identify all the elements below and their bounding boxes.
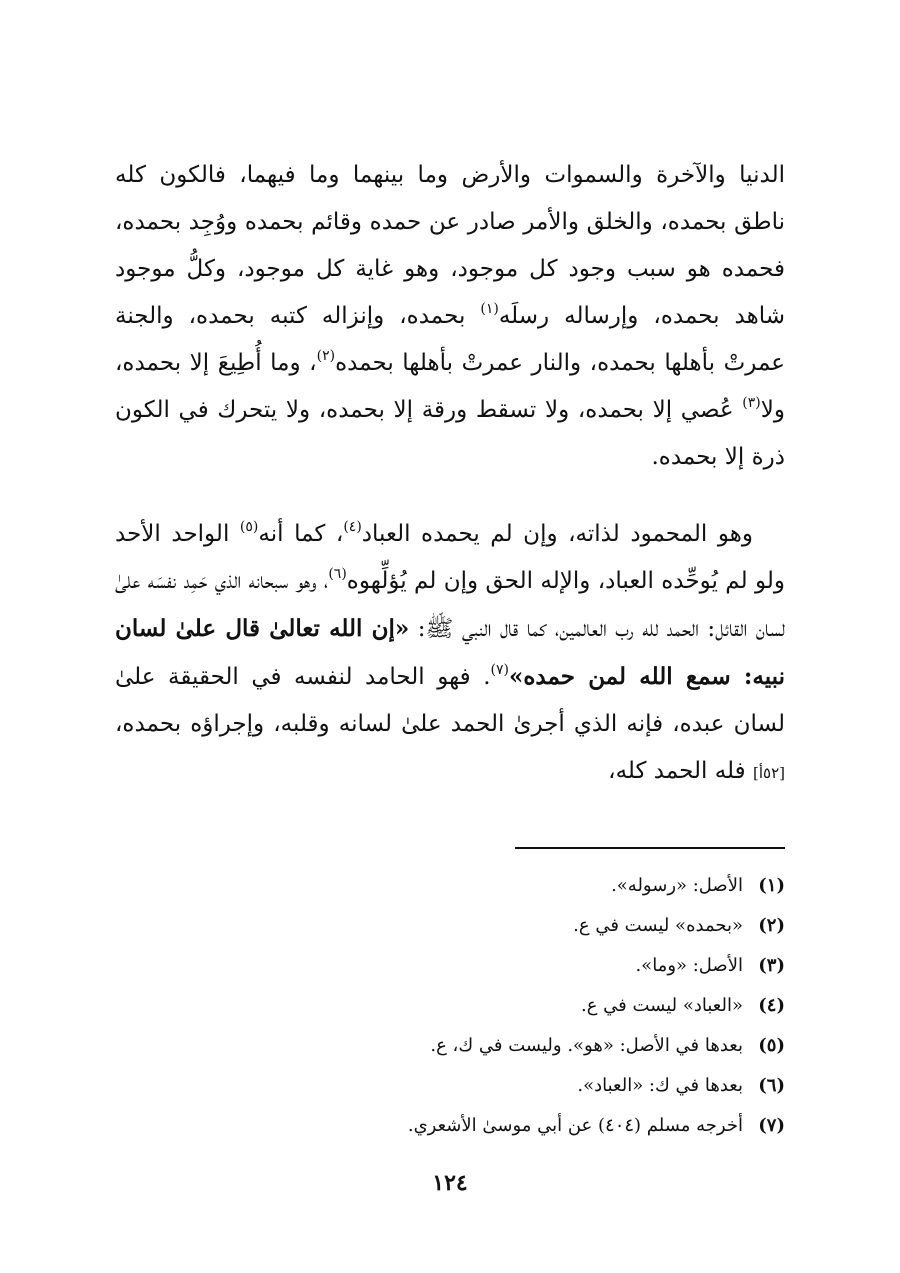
paragraph-2-text-2: ، كما أنه: [258, 521, 344, 547]
footnote-text: «العباد» ليست في ع.: [580, 995, 743, 1016]
footnote-text: بعدها في الأصل: «هو». وليست في ك، ع.: [430, 1035, 743, 1056]
footnote-text: «بحمده» ليست في ع.: [573, 915, 743, 936]
paragraph-2-text-5: . فهو الحامد لنفسه في الحقيقة علىٰ لسان عبده، فإنه الذي أجرىٰ الحمد علىٰ لسانه وقلبه، وإجراؤه بحمده،: [115, 664, 785, 737]
footnote-ref-3[interactable]: (٣): [742, 395, 761, 412]
page-number: ١٢٤: [432, 1170, 468, 1196]
footnote-item: [115, 946, 785, 986]
paragraph-2-text-4: ، وهو سبحانه الذي حَمِد نفسَه علىٰ لسان القائل: الحمد لله رب العالمين، كما قال النبي ﷺ:: [115, 568, 785, 642]
footnote-ref-7[interactable]: (٧): [490, 662, 509, 679]
manuscript-folio-marker: [٥٢أ]: [752, 764, 785, 782]
footnote-ref-2[interactable]: (٢): [316, 348, 336, 365]
footnote-item: [115, 1026, 785, 1066]
paragraph-1-text-1: الدنيا والآخرة والسموات والأرض وما بينهما وما فيهما، فالكون كله ناطق بحمده، والخلق والأمر صادر عن حمده وقائم بحمده ووُجِد بحمده، فحمده هو سبب وجود كل موجود، وهو غاية كل موجود، وكلُّ موجود شاهد بحمده، وإرساله رسلَه: [115, 162, 785, 329]
paragraph-2-text-1: وهو المحمود لذاته، وإن لم يحمده العباد: [361, 521, 753, 547]
footnote-text: الأصل: «رسوله».: [611, 875, 743, 896]
footnote-item: [115, 1106, 785, 1146]
footnote-number: (١): [758, 875, 785, 896]
footnote-text: بعدها في ك: «العباد».: [577, 1075, 743, 1096]
footnote-number: (٤): [758, 995, 785, 1016]
paragraph-2-text-3: الواحد الأحد ولو لم يُوحِّده العباد، والإله الحق وإن لم يُؤلِّهوه: [115, 521, 785, 594]
hadith-quote: «إن الله تعالىٰ قال علىٰ لسان نبيه: سمع الله لمن حمده»: [115, 615, 785, 690]
footnote-number: (٣): [758, 955, 785, 976]
footnote-item: [115, 906, 785, 946]
footnote-item: [115, 986, 785, 1026]
paragraph-2: [115, 511, 785, 797]
paragraph-1: [115, 152, 785, 481]
paragraph-2-text-6: فله الحمد كله،: [608, 758, 753, 784]
paragraph-1-text-2: بحمده، وإنزاله كتبه بحمده، والجنة عمرتْ بأهلها بحمده، والنار عمرتْ بأهلها بحمده: [115, 303, 786, 376]
footnote-number: (٦): [758, 1075, 785, 1096]
footnote-ref-1[interactable]: (١): [480, 301, 499, 318]
footnote-text: أخرجه مسلم (٤٠٤) عن أبي موسىٰ الأشعري.: [407, 1115, 743, 1136]
footnote-separator: [515, 847, 785, 849]
paragraph-1-text-4: عُصي إلا بحمده، ولا تسقط ورقة إلا بحمده، ولا يتحرك في الكون ذرة إلا بحمده.: [115, 397, 785, 470]
footnote-item: [115, 1066, 785, 1106]
footnote-ref-5[interactable]: (٥): [239, 519, 259, 536]
footnotes-list: [115, 866, 785, 1146]
footnote-item: [115, 866, 785, 906]
footnote-ref-4[interactable]: (٤): [343, 519, 362, 536]
paragraph-1-text-3: ، وما أُطِيعَ إلا بحمده، ولا: [115, 350, 785, 423]
footnote-text: الأصل: «وما».: [635, 955, 743, 976]
footnote-number: (٥): [758, 1035, 785, 1056]
footnote-ref-6[interactable]: (٦): [328, 566, 347, 583]
footnote-number: (٢): [758, 915, 785, 936]
footnote-number: (٧): [758, 1115, 785, 1136]
